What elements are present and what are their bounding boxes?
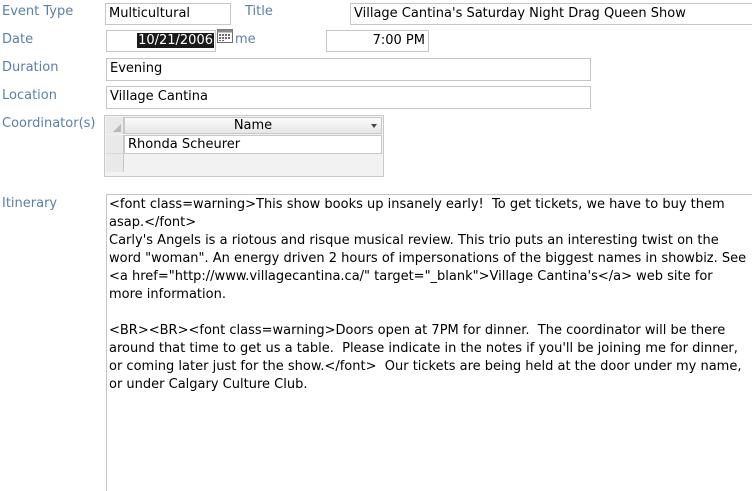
location-label: Location <box>2 88 57 103</box>
time-field[interactable]: 7:00 PM <box>326 30 429 52</box>
duration-label: Duration <box>2 60 59 75</box>
time-label: me <box>235 32 256 47</box>
title-field[interactable]: Village Cantina's Saturday Night Drag Queen Show <box>350 3 752 25</box>
duration-field[interactable]: Evening <box>106 58 591 81</box>
itinerary-label: Itinerary <box>2 196 58 211</box>
date-label: Date <box>2 32 34 47</box>
name-column-header[interactable] <box>124 117 382 134</box>
coordinators-subform <box>104 115 384 177</box>
location-field[interactable]: Village Cantina <box>106 86 591 109</box>
date-field[interactable] <box>106 30 216 52</box>
chevron-down-icon[interactable] <box>371 124 377 128</box>
itinerary-paragraph: <font class=warning>This show books up insanely early! To get tickets, we have to buy them asap.</font> Carly's Angels is a riotous and risque musical review. This trio puts an interesting twist on the word "woman". An energy driven 2 hours of impersonations of the biggest names in showbiz. See <a href="http://www.villagecantina.ca/" target="_blank">Village Cantina's</a> web site for more information. <box>109 197 747 302</box>
event-type-field[interactable]: Multicultural <box>105 3 231 25</box>
record-selector[interactable] <box>106 135 124 154</box>
title-label: Title <box>245 4 273 19</box>
date-value: 10/21/2006 <box>138 33 213 48</box>
name-column-header-label: Name <box>233 118 273 133</box>
new-record-selector[interactable] <box>106 154 124 172</box>
coordinators-label: Coordinator(s) <box>2 116 96 131</box>
coordinator-row[interactable]: Rhonda Scheurer <box>124 135 382 154</box>
calendar-icon[interactable] <box>217 29 233 43</box>
select-all-corner[interactable] <box>106 117 124 134</box>
itinerary-paragraph: <BR><BR><font class=warning>Doors open at 7PM for dinner. The coordinator will be there around that time to get us a table. Please indicate in the notes if you'll be joining me for dinner, or coming later just for the show.</font> Our tickets are being held at the door under my name, or under Calgary Culture Club. <box>109 323 746 392</box>
itinerary-field[interactable] <box>106 194 752 491</box>
event-type-label: Event Type <box>2 4 74 19</box>
